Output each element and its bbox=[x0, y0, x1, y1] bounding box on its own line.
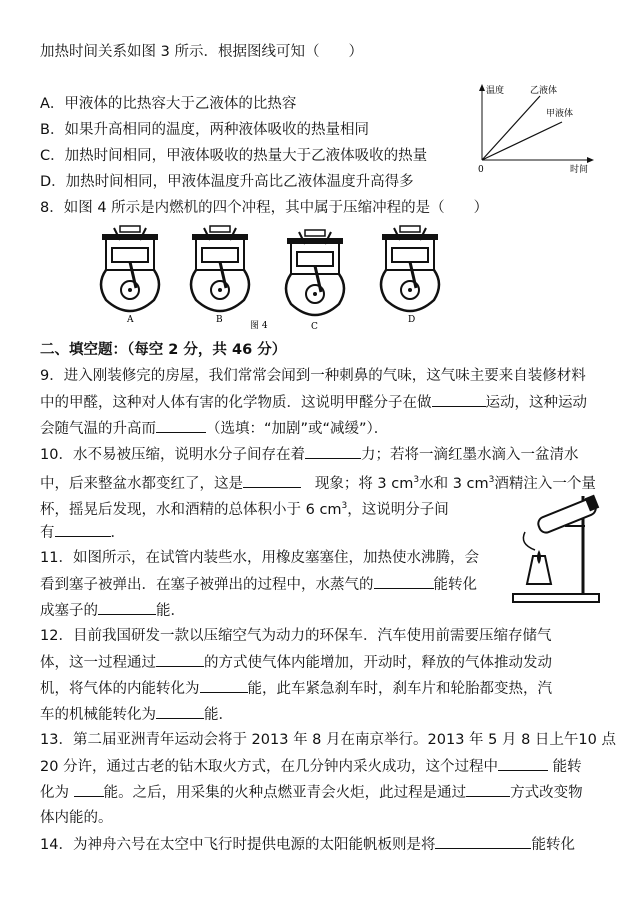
graph-line2-label: 甲液体 bbox=[546, 109, 574, 119]
q9-blank2[interactable] bbox=[156, 418, 206, 433]
graph-line1-label: 乙液体 bbox=[530, 86, 558, 96]
section-fill-in-title: 二、填空题：（每空 2 分，共 46 分） bbox=[40, 342, 287, 358]
test-tube-apparatus-figure bbox=[505, 488, 605, 608]
q10-line1: 10．水不易被压缩，说明水分子间存在着 力；若将一滴红墨水滴入一盆清水 bbox=[40, 444, 578, 465]
q9-line3: 会随气温的升高而 （选填：“加剧”或“减缓”）． bbox=[40, 418, 388, 439]
q7-option-b: B．如果升高相同的温度，两种液体吸收的热量相同 bbox=[40, 122, 369, 138]
q13-line4: 体内能的。 bbox=[40, 810, 113, 826]
q11-blank1[interactable] bbox=[374, 574, 434, 589]
q11-line2: 看到塞子被弹出．在塞子被弹出的过程中，水蒸气的 能转化 bbox=[40, 574, 477, 595]
temperature-time-graph bbox=[470, 80, 600, 175]
q9-blank1[interactable] bbox=[432, 392, 486, 407]
q10-blank2[interactable] bbox=[243, 473, 301, 488]
q10-line3: 杯，摇晃后发现，水和酒精的总体积小于 6 $cm^3$，这说明分子间 bbox=[40, 501, 449, 518]
q9-line1: 9．进入刚装修完的房屋，我们常常会闻到一种刺鼻的气味，这气味主要来自装修材料 bbox=[40, 368, 586, 384]
q12-line3: 机，将气体的内能转化为 能，此车紧急刹车时，刹车片和轮胎都变热，汽 bbox=[40, 678, 552, 699]
q12-line2: 体，这一过程通过 的方式使气体内能增加，开动时，释放的气体推动发动 bbox=[40, 652, 552, 673]
q10-line2: 中，后来整盆水都变红了，这是 现象；将 3 $cm^3$水和 3 $cm^3$酒精注入一个量 bbox=[40, 470, 596, 494]
q9-line2: 中的甲醛，这种对人体有害的化学物质．这说明甲醛分子在做 运动，这种运动 bbox=[40, 392, 587, 413]
q14-line1: 14．为神舟六号在太空中飞行时提供电源的太阳能帆板则是将 能转化 bbox=[40, 834, 575, 855]
engine-label-b: B bbox=[216, 315, 223, 325]
q12-line1: 12．目前我国研发一款以压缩空气为动力的环保车．汽车使用前需要压缩存储气 bbox=[40, 628, 552, 644]
q12-line4: 车的机械能转化为 能． bbox=[40, 704, 233, 725]
q11-blank2[interactable] bbox=[98, 600, 156, 615]
q13-blank2[interactable] bbox=[74, 782, 104, 797]
engine-label-c: C bbox=[311, 322, 318, 332]
engine-label-d: D bbox=[408, 315, 416, 325]
q12-blank1[interactable] bbox=[156, 652, 204, 667]
q12-blank2[interactable] bbox=[200, 678, 248, 693]
q10-blank3[interactable] bbox=[55, 522, 111, 537]
q10-blank1[interactable] bbox=[305, 444, 361, 459]
q13-blank3[interactable] bbox=[466, 782, 510, 797]
q7-option-d: D．加热时间相同，甲液体温度升高比乙液体温度升高得多 bbox=[40, 174, 414, 190]
q13-line3: 化为 能。之后，用采集的火种点燃亚青会火炬，此过程是通过 方式改变物 bbox=[40, 782, 583, 803]
q7-option-a: A．甲液体的比热容大于乙液体的比热容 bbox=[40, 96, 297, 112]
graph-y-label: 温度 bbox=[486, 86, 505, 96]
engine-label-a: A bbox=[127, 315, 134, 325]
q14-blank1[interactable] bbox=[435, 834, 531, 849]
engine-strokes-figure bbox=[90, 222, 470, 337]
q7-stem: 加热时间关系如图 3 所示．根据图线可知（ ） bbox=[40, 44, 363, 60]
q7-option-c: C．加热时间相同，甲液体吸收的热量大于乙液体吸收的热量 bbox=[40, 148, 428, 164]
figure4-caption: 图 4 bbox=[250, 321, 268, 331]
q13-blank1[interactable] bbox=[498, 756, 548, 771]
q10-line4: 有 ． bbox=[40, 522, 125, 543]
q8-stem: 8．如图 4 所示是内燃机的四个冲程，其中属于压缩冲程的是（ ） bbox=[40, 200, 489, 216]
q13-line1: 13．第二届亚洲青年运动会将于 2013 年 8 月在南京举行。2013 年 5 月 8 日上午10 点 bbox=[40, 732, 616, 748]
graph-origin-label: 0 bbox=[478, 165, 484, 175]
q12-blank3[interactable] bbox=[156, 704, 204, 719]
q11-line3: 成塞子的 能． bbox=[40, 600, 185, 621]
q13-line2: 20 分许，通过古老的钻木取火方式，在几分钟内采火成功，这个过程中 能转 bbox=[40, 756, 582, 777]
q11-line1: 11．如图所示，在试管内装些水，用橡皮塞塞住，加热使水沸腾，会 bbox=[40, 550, 479, 566]
graph-x-label: 时间 bbox=[570, 165, 589, 175]
